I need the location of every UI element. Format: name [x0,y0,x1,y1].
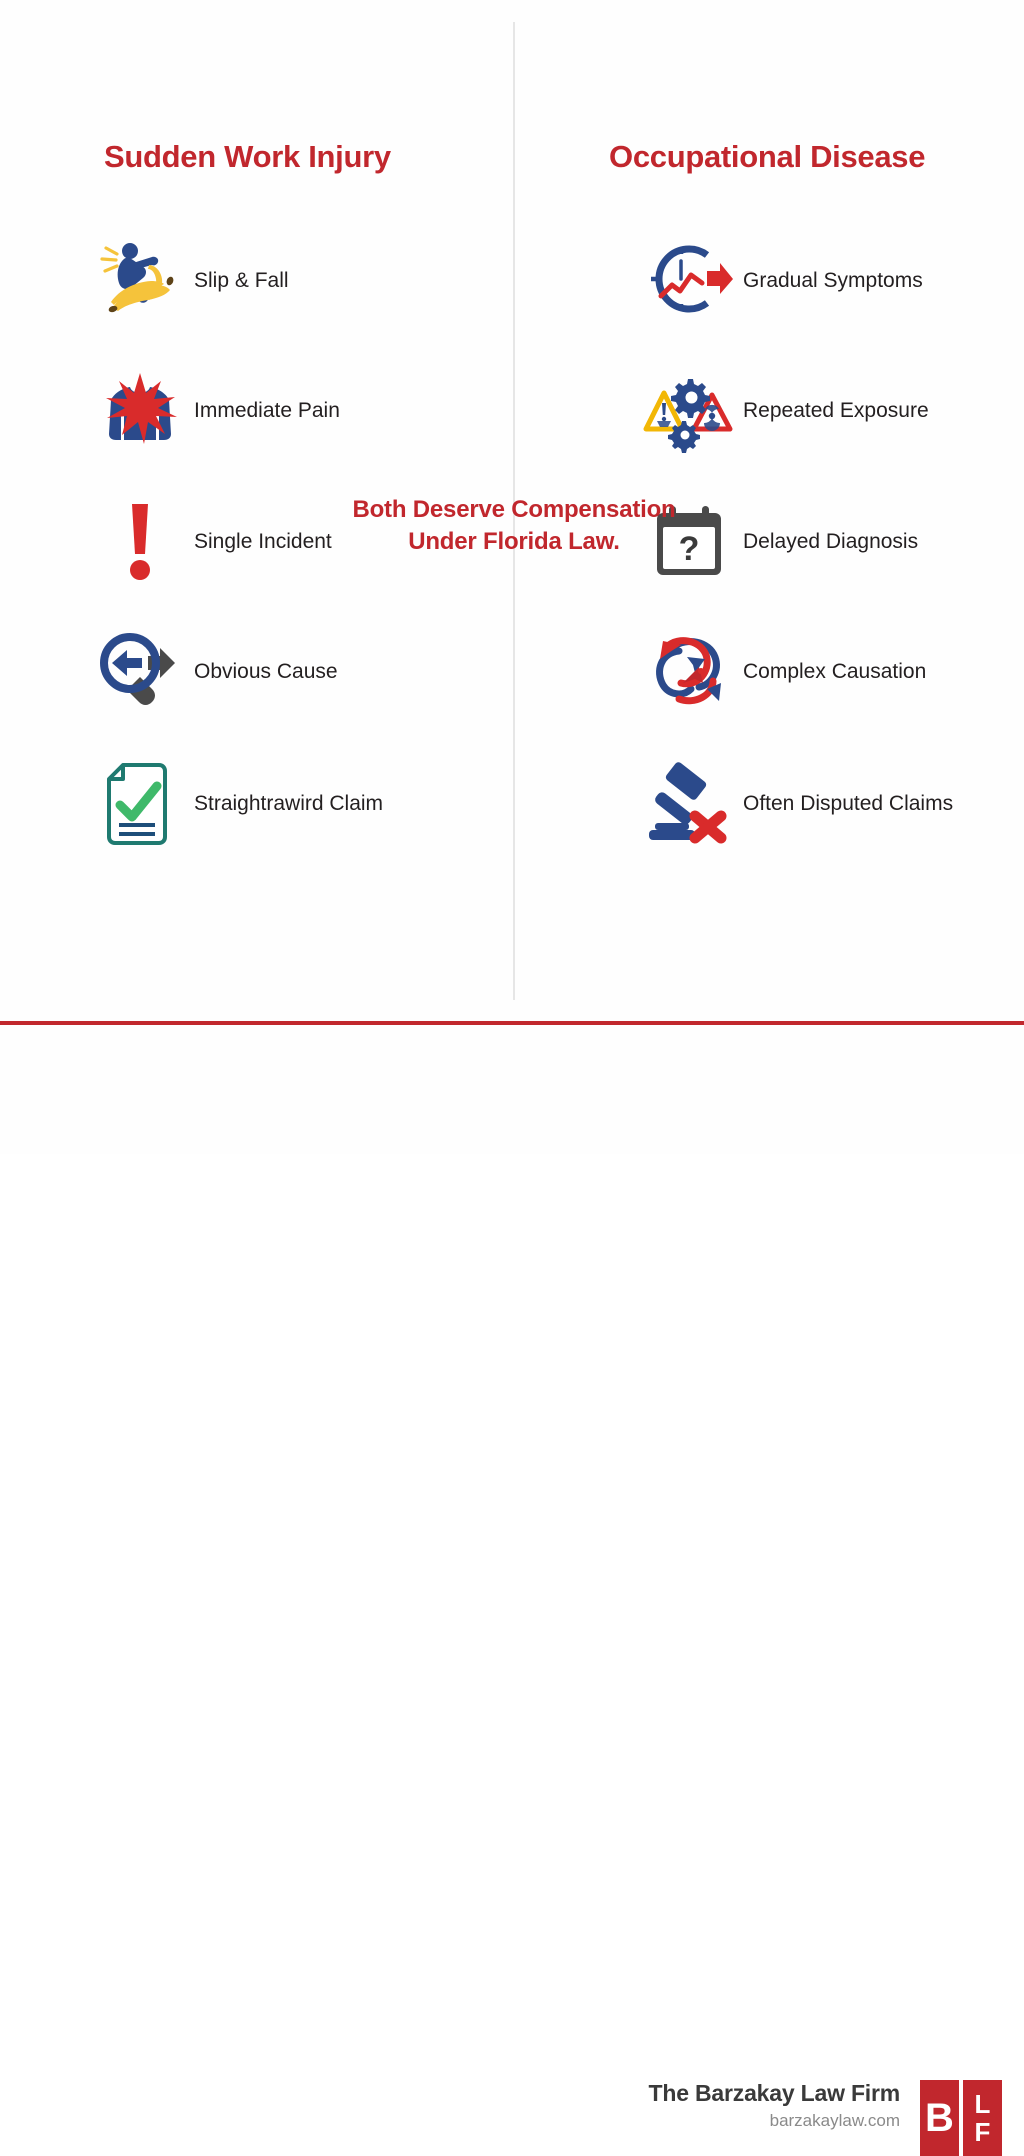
center-callout-line-1: Both Deserve Compensation [352,496,676,523]
column-divider [513,22,515,1000]
footer [0,1025,1024,2147]
document-checkmark-icon [96,760,184,848]
body-pain-burst-icon [96,367,184,455]
logo-letter-l: L [974,2088,991,2119]
list-item-label: Repeated Exposure [743,399,929,422]
firm-name: The Barzakay Law Firm [648,2080,900,2106]
logo-letter-f: F [974,2117,991,2147]
list-item [96,759,383,849]
right-column-title: Occupational Disease [609,139,926,174]
svg-text:?: ? [678,530,700,568]
firm-website[interactable]: barzakaylaw.com [769,2111,900,2130]
tangled-arrows-icon [645,628,733,716]
list-item [645,497,918,587]
list-item-label: Gradual Symptoms [743,269,923,292]
gavel-cross-icon [645,760,733,848]
logo-letter-b: B [920,2080,959,2156]
list-item-label: Often Disputed Claims [743,792,954,815]
exclamation-mark-icon [96,498,184,586]
list-item-label: Obvious Cause [194,660,338,683]
list-item [645,366,929,456]
list-item-label: Straightrawird Claim [194,792,384,815]
clock-trend-arrow-icon [645,237,733,325]
list-item-label: Slip & Fall [194,269,289,292]
magnifier-arrows-icon [96,628,184,716]
gears-hazard-warning-icon [645,367,733,455]
list-item [96,627,338,717]
blf-logo [920,2080,1002,2156]
list-item-label: Complex Causation [743,660,927,683]
list-item [96,366,340,456]
list-item-label: Single Incident [194,530,332,553]
list-item [645,236,923,326]
left-column-title: Sudden Work Injury [104,139,391,174]
list-item-label: Delayed Diagnosis [743,530,919,553]
logo-letters-lf [963,2080,1002,2156]
center-callout-line-2: Under Florida Law. [408,527,620,555]
list-item [96,236,289,326]
slip-and-fall-banana-icon [96,237,184,325]
list-item [645,627,926,717]
list-item [645,759,953,849]
footer-text-block [649,2080,900,2131]
calendar-question-icon [645,498,733,586]
list-item [96,497,332,587]
list-item-label: Immediate Pain [194,399,340,422]
